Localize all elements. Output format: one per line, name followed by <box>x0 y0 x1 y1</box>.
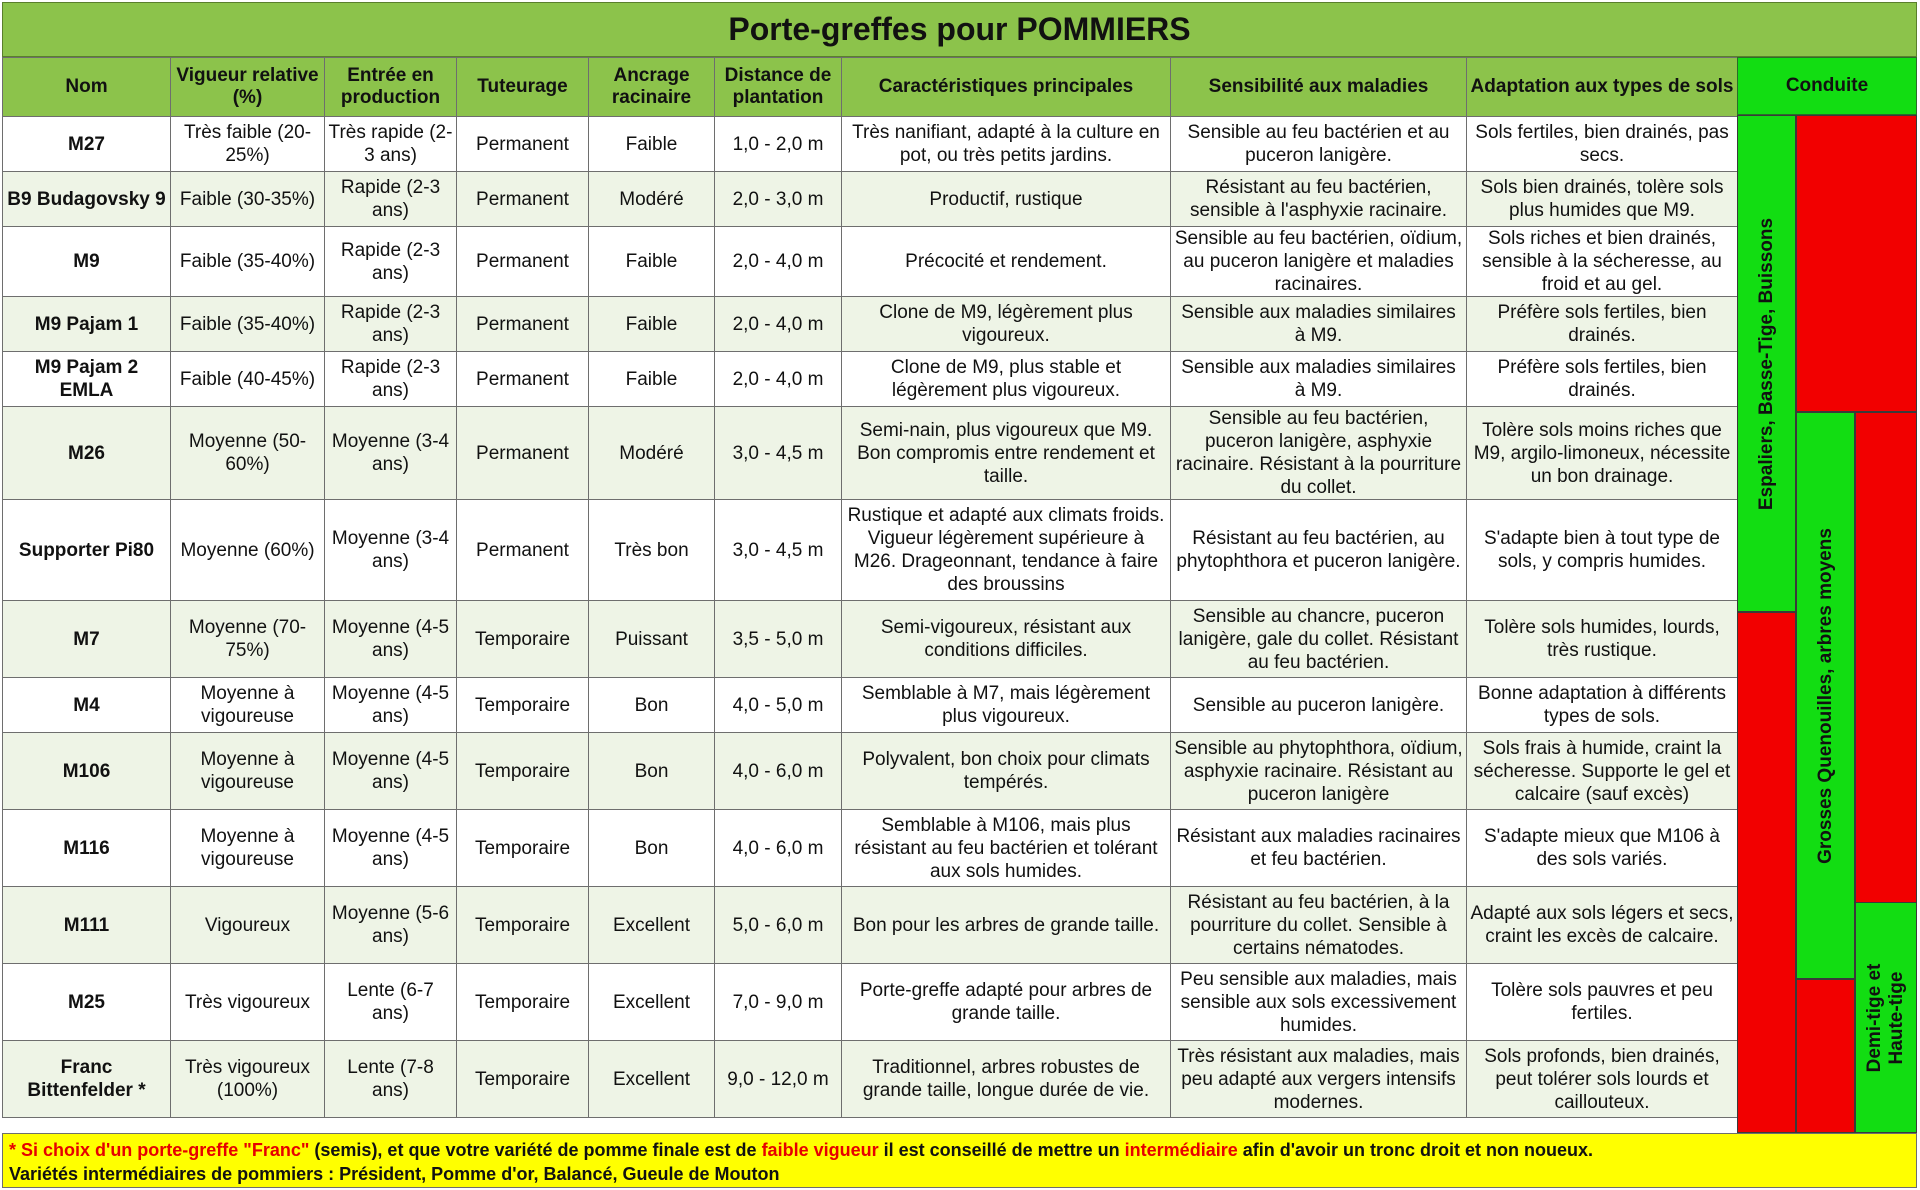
cell-caracteristiques: Semblable à M106, mais plus résistant au feu bactérien et tolérant aux sols humides. <box>842 810 1171 887</box>
col-header-caracteristiques: Caractéristiques principales <box>842 58 1171 117</box>
cell-ancrage: Faible <box>589 227 715 297</box>
footer-faible-vigueur: faible vigueur <box>761 1140 879 1160</box>
cell-caracteristiques: Semi-nain, plus vigoureux que M9. Bon compromis entre rendement et taille. <box>842 407 1171 500</box>
cell-vigueur: Moyenne (70-75%) <box>171 601 325 678</box>
cell-sensibilite: Résistant au feu bactérien, sensible à l'asphyxie racinaire. <box>1171 172 1467 227</box>
conduite-quenouilles-label: Grosses Quenouilles, arbres moyens <box>1814 527 1836 864</box>
cell-adaptation: Préfère sols fertiles, bien drainés. <box>1467 352 1738 407</box>
cell-entree: Moyenne (4-5 ans) <box>325 810 457 887</box>
cell-vigueur: Moyenne (60%) <box>171 500 325 601</box>
cell-caracteristiques: Très nanifiant, adapté à la culture en pot, ou très petits jardins. <box>842 117 1171 172</box>
cell-entree: Rapide (2-3 ans) <box>325 227 457 297</box>
cell-tuteurage: Temporaire <box>457 1041 589 1118</box>
conduite-espaliers-bar <box>1737 115 1796 612</box>
footer-text: il est conseillé de mettre un <box>878 1140 1125 1160</box>
cell-sensibilite: Sensible aux maladies similaires à M9. <box>1171 352 1467 407</box>
cell-adaptation: Tolère sols humides, lourds, très rustique. <box>1467 601 1738 678</box>
table-body <box>3 117 1738 1118</box>
conduite-demitige-bar <box>1855 902 1917 1133</box>
cell-vigueur: Très faible (20-25%) <box>171 117 325 172</box>
cell-tuteurage: Permanent <box>457 172 589 227</box>
table-row <box>3 733 1738 810</box>
footer-note <box>2 1133 1917 1188</box>
cell-tuteurage: Permanent <box>457 500 589 601</box>
cell-vigueur: Moyenne à vigoureuse <box>171 810 325 887</box>
cell-distance: 4,0 - 6,0 m <box>715 733 842 810</box>
cell-distance: 3,5 - 5,0 m <box>715 601 842 678</box>
cell-nom: M9 <box>3 227 171 297</box>
cell-distance: 7,0 - 9,0 m <box>715 964 842 1041</box>
cell-nom: M106 <box>3 733 171 810</box>
cell-adaptation: Sols frais à humide, craint la sécheresse. Supporte le gel et calcaire (sauf excès) <box>1467 733 1738 810</box>
cell-ancrage: Bon <box>589 810 715 887</box>
cell-adaptation: Sols riches et bien drainés, sensible à la sécheresse, au froid et au gel. <box>1467 227 1738 297</box>
cell-entree: Rapide (2-3 ans) <box>325 352 457 407</box>
col-header-ancrage: Ancrage racinaire <box>589 58 715 117</box>
cell-nom: M111 <box>3 887 171 964</box>
cell-ancrage: Puissant <box>589 601 715 678</box>
cell-adaptation: Préfère sols fertiles, bien drainés. <box>1467 297 1738 352</box>
cell-ancrage: Faible <box>589 117 715 172</box>
footer-star: * <box>9 1140 22 1160</box>
cell-sensibilite: Très résistant aux maladies, mais peu adapté aux vergers intensifs modernes. <box>1171 1041 1467 1118</box>
cell-entree: Lente (7-8 ans) <box>325 1041 457 1118</box>
col-header-tuteurage: Tuteurage <box>457 58 589 117</box>
cell-tuteurage: Temporaire <box>457 964 589 1041</box>
cell-sensibilite: Sensible au feu bactérien, puceron lanigère, asphyxie racinaire. Résistant à la pourriture du collet. <box>1171 407 1467 500</box>
cell-tuteurage: Permanent <box>457 407 589 500</box>
cell-vigueur: Moyenne à vigoureuse <box>171 733 325 810</box>
cell-distance: 9,0 - 12,0 m <box>715 1041 842 1118</box>
cell-caracteristiques: Semblable à M7, mais légèrement plus vigoureux. <box>842 678 1171 733</box>
cell-vigueur: Faible (35-40%) <box>171 227 325 297</box>
cell-nom: M116 <box>3 810 171 887</box>
cell-sensibilite: Sensible au puceron lanigère. <box>1171 678 1467 733</box>
cell-nom: M7 <box>3 601 171 678</box>
conduite-red-bar <box>1796 115 1917 412</box>
cell-sensibilite: Sensible au feu bactérien, oïdium, au puceron lanigère et maladies racinaires. <box>1171 227 1467 297</box>
conduite-demitige-label <box>1864 963 1908 1072</box>
cell-adaptation: Sols bien drainés, tolère sols plus humides que M9. <box>1467 172 1738 227</box>
cell-vigueur: Faible (35-40%) <box>171 297 325 352</box>
cell-nom: M27 <box>3 117 171 172</box>
table-row <box>3 1041 1738 1118</box>
table-row <box>3 887 1738 964</box>
conduite-demitige-line1: Demi-tige et <box>1864 963 1885 1072</box>
cell-tuteurage: Temporaire <box>457 678 589 733</box>
cell-vigueur: Moyenne (50-60%) <box>171 407 325 500</box>
cell-nom: B9 Budagovsky 9 <box>3 172 171 227</box>
table-row <box>3 964 1738 1041</box>
footer-line2: Variétés intermédiaires de pommiers : Président, Pomme d'or, Balancé, Gueule de Mouton <box>9 1164 780 1184</box>
cell-entree: Très rapide (2-3 ans) <box>325 117 457 172</box>
cell-ancrage: Bon <box>589 678 715 733</box>
cell-tuteurage: Temporaire <box>457 601 589 678</box>
conduite-red-bar <box>1796 979 1855 1133</box>
cell-entree: Moyenne (3-4 ans) <box>325 407 457 500</box>
footer-text: (semis), et que votre variété de pomme finale est de <box>309 1140 762 1160</box>
cell-ancrage: Modéré <box>589 172 715 227</box>
cell-caracteristiques: Rustique et adapté aux climats froids. Vigueur légèrement supérieure à M26. Drageonnant, tendance à faire des broussins <box>842 500 1171 601</box>
cell-nom: M25 <box>3 964 171 1041</box>
cell-sensibilite: Sensible au chancre, puceron lanigère, gale du collet. Résistant au feu bactérien. <box>1171 601 1467 678</box>
cell-distance: 2,0 - 4,0 m <box>715 352 842 407</box>
footer-intermediaire: intermédiaire <box>1124 1140 1238 1160</box>
col-header-nom: Nom <box>3 58 171 117</box>
cell-sensibilite: Résistant au feu bactérien, à la pourriture du collet. Sensible à certains nématodes. <box>1171 887 1467 964</box>
rootstock-table <box>2 57 1738 1118</box>
cell-tuteurage: Permanent <box>457 227 589 297</box>
cell-adaptation: Sols profonds, bien drainés, peut tolérer sols lourds et caillouteux. <box>1467 1041 1738 1118</box>
table-row <box>3 407 1738 500</box>
cell-ancrage: Très bon <box>589 500 715 601</box>
table-row <box>3 172 1738 227</box>
table-row <box>3 297 1738 352</box>
cell-tuteurage: Permanent <box>457 352 589 407</box>
sheet-title: Porte-greffes pour POMMIERS <box>2 2 1917 57</box>
cell-caracteristiques: Précocité et rendement. <box>842 227 1171 297</box>
cell-sensibilite: Sensible aux maladies similaires à M9. <box>1171 297 1467 352</box>
cell-caracteristiques: Clone de M9, plus stable et légèrement plus vigoureux. <box>842 352 1171 407</box>
cell-vigueur: Vigoureux <box>171 887 325 964</box>
table-row <box>3 227 1738 297</box>
col-header-sensibilite: Sensibilité aux maladies <box>1171 58 1467 117</box>
cell-vigueur: Moyenne à vigoureuse <box>171 678 325 733</box>
cell-caracteristiques: Bon pour les arbres de grande taille. <box>842 887 1171 964</box>
table-row <box>3 352 1738 407</box>
cell-adaptation: Tolère sols pauvres et peu fertiles. <box>1467 964 1738 1041</box>
cell-nom: Supporter Pi80 <box>3 500 171 601</box>
col-header-adaptation: Adaptation aux types de sols <box>1467 58 1738 117</box>
cell-sensibilite: Sensible au feu bactérien et au puceron lanigère. <box>1171 117 1467 172</box>
conduite-demitige-line2: Haute-tige <box>1886 971 1907 1064</box>
cell-entree: Rapide (2-3 ans) <box>325 297 457 352</box>
cell-entree: Lente (6-7 ans) <box>325 964 457 1041</box>
conduite-red-bar <box>1737 612 1796 1133</box>
cell-caracteristiques: Traditionnel, arbres robustes de grande taille, longue durée de vie. <box>842 1041 1171 1118</box>
cell-ancrage: Bon <box>589 733 715 810</box>
cell-vigueur: Faible (40-45%) <box>171 352 325 407</box>
cell-vigueur: Très vigoureux <box>171 964 325 1041</box>
cell-entree: Moyenne (5-6 ans) <box>325 887 457 964</box>
cell-caracteristiques: Semi-vigoureux, résistant aux conditions difficiles. <box>842 601 1171 678</box>
cell-ancrage: Faible <box>589 297 715 352</box>
cell-distance: 1,0 - 2,0 m <box>715 117 842 172</box>
cell-nom: Franc Bittenfelder * <box>3 1041 171 1118</box>
cell-ancrage: Faible <box>589 352 715 407</box>
col-header-distance: Distance de plantation <box>715 58 842 117</box>
cell-caracteristiques: Polyvalent, bon choix pour climats tempérés. <box>842 733 1171 810</box>
conduite-espaliers-label: Espaliers, Basse-Tige, Buissons <box>1755 217 1777 510</box>
cell-distance: 3,0 - 4,5 m <box>715 407 842 500</box>
cell-tuteurage: Permanent <box>457 117 589 172</box>
cell-distance: 5,0 - 6,0 m <box>715 887 842 964</box>
cell-caracteristiques: Productif, rustique <box>842 172 1171 227</box>
cell-ancrage: Excellent <box>589 1041 715 1118</box>
cell-nom: M9 Pajam 1 <box>3 297 171 352</box>
cell-distance: 2,0 - 4,0 m <box>715 227 842 297</box>
cell-adaptation: Sols fertiles, bien drainés, pas secs. <box>1467 117 1738 172</box>
cell-sensibilite: Sensible au phytophthora, oïdium, asphyxie racinaire. Résistant au puceron lanigère <box>1171 733 1467 810</box>
cell-distance: 2,0 - 4,0 m <box>715 297 842 352</box>
col-header-vigueur: Vigueur relative (%) <box>171 58 325 117</box>
table-row <box>3 601 1738 678</box>
cell-nom: M26 <box>3 407 171 500</box>
conduite-header: Conduite <box>1737 57 1917 115</box>
conduite-area <box>1737 115 1917 1133</box>
cell-adaptation: Tolère sols moins riches que M9, argilo-limoneux, nécessite un bon drainage. <box>1467 407 1738 500</box>
cell-caracteristiques: Porte-greffe adapté pour arbres de grande taille. <box>842 964 1171 1041</box>
footer-text: afin d'avoir un tronc droit et non noueux. <box>1237 1140 1593 1160</box>
conduite-quenouilles-bar <box>1796 412 1855 979</box>
header-row <box>3 58 1738 117</box>
cell-adaptation: S'adapte bien à tout type de sols, y compris humides. <box>1467 500 1738 601</box>
footer-line1 <box>9 1138 1910 1162</box>
cell-adaptation: Bonne adaptation à différents types de sols. <box>1467 678 1738 733</box>
cell-ancrage: Modéré <box>589 407 715 500</box>
table-row <box>3 678 1738 733</box>
cell-nom: M9 Pajam 2 EMLA <box>3 352 171 407</box>
table-row <box>3 500 1738 601</box>
table-row <box>3 117 1738 172</box>
cell-vigueur: Très vigoureux (100%) <box>171 1041 325 1118</box>
cell-caracteristiques: Clone de M9, légèrement plus vigoureux. <box>842 297 1171 352</box>
cell-sensibilite: Résistant au feu bactérien, au phytophthora et puceron lanigère. <box>1171 500 1467 601</box>
cell-entree: Rapide (2-3 ans) <box>325 172 457 227</box>
cell-distance: 3,0 - 4,5 m <box>715 500 842 601</box>
cell-sensibilite: Peu sensible aux maladies, mais sensible aux sols excessivement humides. <box>1171 964 1467 1041</box>
footer-franc: Si choix d'un porte-greffe "Franc" <box>21 1140 310 1160</box>
table-row <box>3 810 1738 887</box>
cell-ancrage: Excellent <box>589 964 715 1041</box>
cell-entree: Moyenne (4-5 ans) <box>325 601 457 678</box>
cell-tuteurage: Permanent <box>457 297 589 352</box>
cell-distance: 2,0 - 3,0 m <box>715 172 842 227</box>
col-header-entree: Entrée en production <box>325 58 457 117</box>
cell-tuteurage: Temporaire <box>457 810 589 887</box>
cell-entree: Moyenne (4-5 ans) <box>325 733 457 810</box>
cell-adaptation: Adapté aux sols légers et secs, craint les excès de calcaire. <box>1467 887 1738 964</box>
cell-distance: 4,0 - 5,0 m <box>715 678 842 733</box>
cell-tuteurage: Temporaire <box>457 733 589 810</box>
cell-tuteurage: Temporaire <box>457 887 589 964</box>
cell-distance: 4,0 - 6,0 m <box>715 810 842 887</box>
cell-entree: Moyenne (3-4 ans) <box>325 500 457 601</box>
cell-nom: M4 <box>3 678 171 733</box>
cell-sensibilite: Résistant aux maladies racinaires et feu bactérien. <box>1171 810 1467 887</box>
cell-entree: Moyenne (4-5 ans) <box>325 678 457 733</box>
cell-ancrage: Excellent <box>589 887 715 964</box>
cell-vigueur: Faible (30-35%) <box>171 172 325 227</box>
cell-adaptation: S'adapte mieux que M106 à des sols variés. <box>1467 810 1738 887</box>
